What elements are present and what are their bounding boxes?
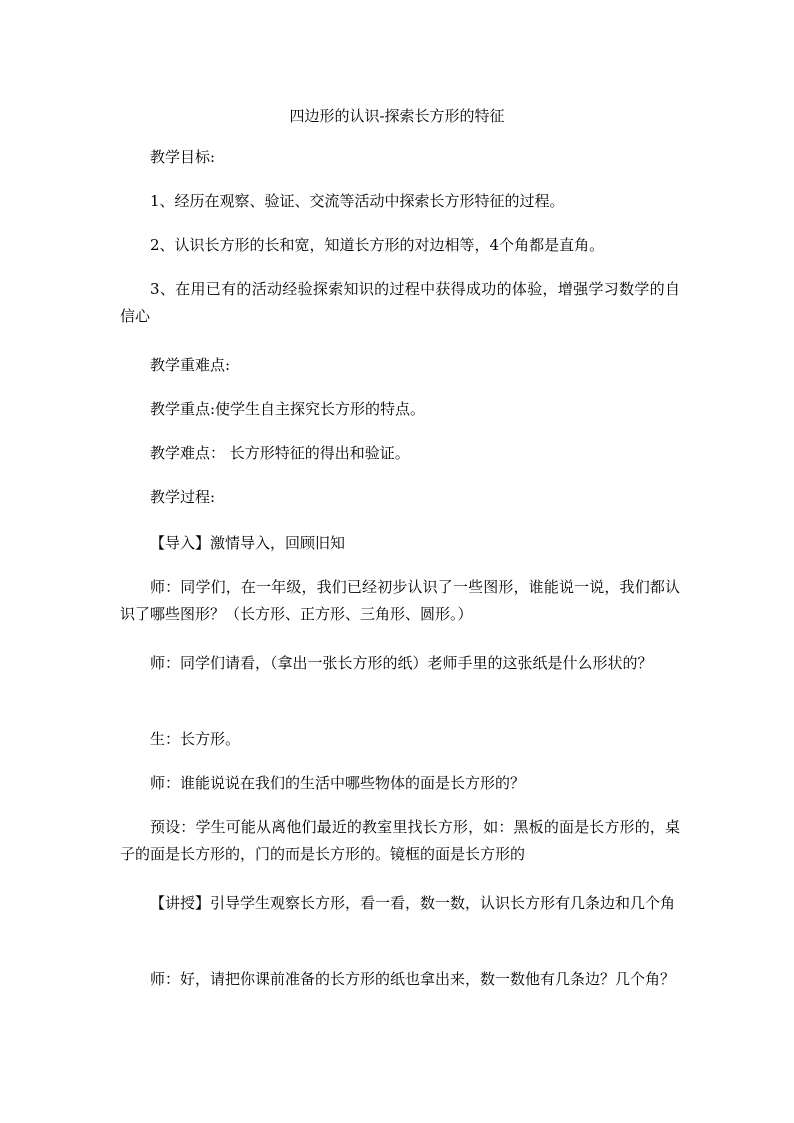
paragraph-teacher-question-2: 师：同学们请看，（拿出一张长方形的纸）老师手里的这张纸是什么形状的？ [150, 654, 653, 672]
paragraph-teacher-question-1: 师：同学们，在一年级，我们已经初步认识了一些图形，谁能说一说，我们都认识了哪些图形？（长方形、正方形、三角形、圆形。） [120, 578, 680, 623]
paragraph-goal-2: 2、认识长方形的长和宽，知道长方形的对边相等，4个角都是直角。 [150, 236, 605, 254]
paragraph-difficult-point: 教学难点： 长方形特征的得出和验证。 [150, 444, 410, 462]
paragraph-lecture-section: 【讲授】引导学生观察长方形，看一看，数一数，认识长方形有几条边和几个角 [150, 894, 676, 912]
paragraph-teacher-question-3: 师：谁能说说在我们的生活中哪些物体的面是长方形的？ [150, 774, 526, 792]
paragraph-key-point: 教学重点:使学生自主探究长方形的特点。 [150, 400, 426, 418]
paragraph-goal-1: 1、经历在观察、验证、交流等活动中探索长方形特征的过程。 [150, 192, 565, 210]
paragraph-student-answer: 生：长方形。 [150, 730, 241, 748]
paragraph-teaching-goals-heading: 教学目标: [150, 148, 216, 166]
paragraph-process-heading: 教学过程: [150, 488, 216, 506]
paragraph-goal-3: 3、在用已有的活动经验探索知识的过程中获得成功的体验，增强学习数学的自信心 [120, 280, 680, 325]
paragraph-teacher-question-4: 师：好，请把你课前准备的长方形的纸也拿出来，数一数他有几条边？几个角？ [150, 970, 676, 988]
document-title: 四边形的认识-探索长方形的特征 [289, 107, 505, 125]
paragraph-key-difficult-heading: 教学重难点: [150, 356, 231, 374]
paragraph-intro-section: 【导入】激情导入，回顾旧知 [150, 534, 346, 552]
paragraph-prediction: 预设：学生可能从离他们最近的教室里找长方形，如：黑板的面是长方形的，桌子的面是长方形的，门的而是长方形的。镜框的面是长方形的 [120, 818, 680, 863]
